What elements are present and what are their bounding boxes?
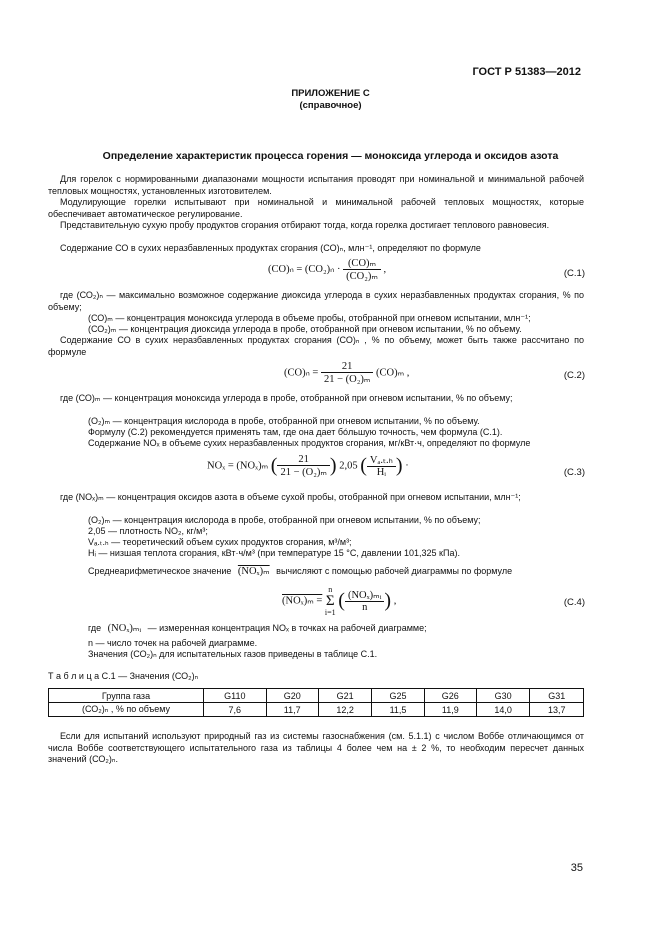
equation-number-c3: (С.3) <box>563 467 585 478</box>
table-cell: 11,5 <box>372 703 424 717</box>
formula-c4-sum-upper: n <box>328 585 333 594</box>
table-caption: Т а б л и ц а С.1 — Значения (СО₂)ₙ <box>48 671 199 681</box>
formula-c2-denominator: 21 − (O₂)ₘ <box>323 374 371 385</box>
formula-c2-tail: (CO)ₘ , <box>376 367 410 379</box>
standard-number: ГОСТ Р 51383—2012 <box>472 66 581 78</box>
where-item: (СО₂)ₘ — концентрация диоксида углерода в пробе, отобранной при огневом испытании, % по объему. <box>88 324 522 334</box>
table-header-cell: G21 <box>318 689 372 703</box>
where-item: Vₐ.ₜ.ₕ — теоретический объем сухих продуктов сгорания, м³/м³; <box>88 537 352 547</box>
table-cell: 12,2 <box>318 703 372 717</box>
table-header-cell: G110 <box>204 689 267 703</box>
formula-c3: NOₓ = (NOₓ)ₘ ( $\frac{21}{\text{21 − (O₂)ₘ}}$ ) 2,05 ( $\frac{\text{Vₐ.ₜ.ₕ}}{\text{Hᵢ}}$ ) · <box>207 454 409 478</box>
table-row <box>49 703 584 717</box>
formula-c4-denominator: n <box>362 602 368 613</box>
mean-text-end: вычисляют с помощью рабочей диаграммы по формуле <box>276 566 513 576</box>
formula-c3-density: 2,05 <box>339 460 358 472</box>
table-cell: 13,7 <box>530 703 584 717</box>
formula-c1-fraction <box>343 257 381 282</box>
formula-c2-lhs: (CO)ₙ = <box>284 367 319 379</box>
paragraph: Если для испытаний используют природный газ из системы газоснабжения (см. 5.1.1) с числом Воббе отличающимся от числа Воббе соответствующего испытательного газа из таблицы 4 более чем на ± 2 %, то необходим пересчет данных значений (СО₂)ₙ. <box>48 731 584 764</box>
formula-c3-numerator-2: Vₐ.ₜ.ₕ <box>367 454 396 467</box>
formula-c3-numerator-1: 21 <box>277 454 329 466</box>
paragraph: Представительную сухую пробу продуктов сгорания отбирают тогда, когда горелка достигает теплового равновесия. <box>60 220 550 230</box>
paragraph: Содержание NOₓ в объеме сухих неразбавленных продуктов сгорания, мг/кВт·ч, определяют по формуле <box>88 438 531 448</box>
where-item: где (NOₓ)ₘ — концентрация оксидов азота в объеме сухой пробы, отобранной при огневом испытании, млн⁻¹; <box>60 492 521 502</box>
formula-c3-denominator-1: 21 − (O₂)ₘ <box>280 467 327 478</box>
where-item: где (СО₂)ₙ — максимально возможное содержание диоксида углерода в сухих неразбавленных продуктах сгорания, % по объему; <box>48 290 584 312</box>
formula-c4-sum-lower: i=1 <box>324 608 336 617</box>
paragraph: Содержание СО в сухих неразбавленных продуктах сгорания (СО)ₙ , % по объему, может быть также рассчитано по формуле <box>48 335 584 357</box>
where-label: где <box>88 623 102 633</box>
formula-c1-denominator: (CO₂)ₘ <box>346 271 378 282</box>
where-item: 2,05 — плотность NO₂, кг/м³; <box>88 526 208 536</box>
formula-c1 <box>268 257 386 282</box>
where-item <box>88 623 427 635</box>
formula-c3-tail: · <box>405 460 409 472</box>
paragraph: Модулирующие горелки испытывают при номинальной и минимальной рабочей тепловых мощностях, которые обеспечивает автоматическое регулирование. <box>48 197 584 219</box>
paragraph <box>88 566 512 578</box>
equation-number-c2: (С.2) <box>563 370 585 381</box>
formula-c2-numerator: 21 <box>321 361 373 373</box>
formula-c4-lhs: (NOₓ)ₘ = <box>282 595 323 607</box>
table-header-cell: G26 <box>424 689 476 703</box>
section-title: Определение характеристик процесса горения — моноксида углерода и оксидов азота <box>102 150 559 162</box>
mean-symbol: (NOₓ)ₘ <box>237 566 270 577</box>
formula-c2 <box>284 361 409 385</box>
formula-c2-fraction <box>321 361 373 385</box>
equation-number-c4: (С.4) <box>563 597 585 608</box>
formula-c1-lhs: (CO)ₙ = (CO₂)ₙ · <box>268 263 341 275</box>
where-item: Hᵢ — низшая теплота сгорания, кВт·ч/м³ (при температуре 15 °С, давлении 101,325 кПа). <box>88 548 460 558</box>
where-item: n — число точек на рабочей диаграмме. <box>88 638 258 648</box>
table-cell: 7,6 <box>204 703 267 717</box>
co2-values-table <box>48 688 584 717</box>
formula-c4-numerator: (NOₓ)ₘᵢ <box>345 589 384 602</box>
table-cell: 14,0 <box>476 703 530 717</box>
formula-c4-fraction <box>345 589 384 613</box>
formula-c3-lhs: NOₓ = (NOₓ)ₘ <box>207 460 269 472</box>
mean-text-start: Среднеарифметическое значение <box>88 566 232 576</box>
formula-c1-tail: , <box>383 263 387 275</box>
formula-c3-fraction-1 <box>277 454 329 478</box>
sigma-symbol: Σ <box>325 593 335 609</box>
where-item: (O₂)ₘ — концентрация кислорода в пробе, отобранной при огневом испытании, % по объему. <box>88 416 480 426</box>
formula-c1-numerator: (CO)ₘ <box>343 257 381 270</box>
paragraph: Значения (СО₂)ₙ для испытательных газов приведены в таблице С.1. <box>88 649 378 659</box>
measured-nox-symbol: (NOₓ)ₘᵢ <box>107 623 142 634</box>
table-cell: (СО₂)ₙ , % по объему <box>49 703 204 717</box>
formula-c3-denominator-2: Hᵢ <box>376 467 387 478</box>
formula-c3-fraction-2 <box>367 454 396 478</box>
table-header-cell: G31 <box>530 689 584 703</box>
where-item: где (СО)ₘ — концентрация моноксида углерода в пробе, отобранной при огневом испытании, % по объему; <box>60 393 513 403</box>
table-header-cell: G20 <box>266 689 318 703</box>
table-cell: 11,7 <box>266 703 318 717</box>
equation-number-c1: (С.1) <box>563 268 585 279</box>
formula-c4-tail: , <box>393 595 397 607</box>
table-header-cell: G30 <box>476 689 530 703</box>
formula-c4-sum <box>325 585 336 617</box>
table-header-cell: G25 <box>372 689 424 703</box>
table-cell: 11,9 <box>424 703 476 717</box>
table-header-row <box>49 689 584 703</box>
table-header-cell: Группа газа <box>49 689 204 703</box>
where-item: (O₂)ₘ — концентрация кислорода в пробе, отобранной при огневом испытании, % по объему; <box>88 515 481 525</box>
paragraph: Содержание СО в сухих неразбавленных продуктах сгорания (СО)ₙ, млн⁻¹, определяют по формуле <box>60 243 481 253</box>
paragraph: Формулу (С.2) рекомендуется применять там, где она дает бóльшую точность, чем формула (С.1). <box>88 427 503 437</box>
where-item-text: — измеренная концентрация NOₓ в точках на рабочей диаграмме; <box>147 623 427 633</box>
where-item: (СО)ₘ — концентрация моноксида углерода в объеме пробы, отобранной при огневом испытании, млн⁻¹; <box>88 313 531 323</box>
formula-c4: (NOₓ)ₘ = n Σ i=1 ( $\frac{\text{(NOₓ)ₘᵢ}}{n}$ ) , <box>282 585 397 617</box>
paragraph: Для горелок с нормированными диапазонами мощности испытания проводят при номинальной и минимальной рабочей тепловых мощностях, установленных изготовителем. <box>48 174 584 196</box>
page-number: 35 <box>570 862 583 874</box>
appendix-subtitle: (справочное) <box>299 100 362 111</box>
appendix-title: ПРИЛОЖЕНИЕ С <box>291 88 370 99</box>
